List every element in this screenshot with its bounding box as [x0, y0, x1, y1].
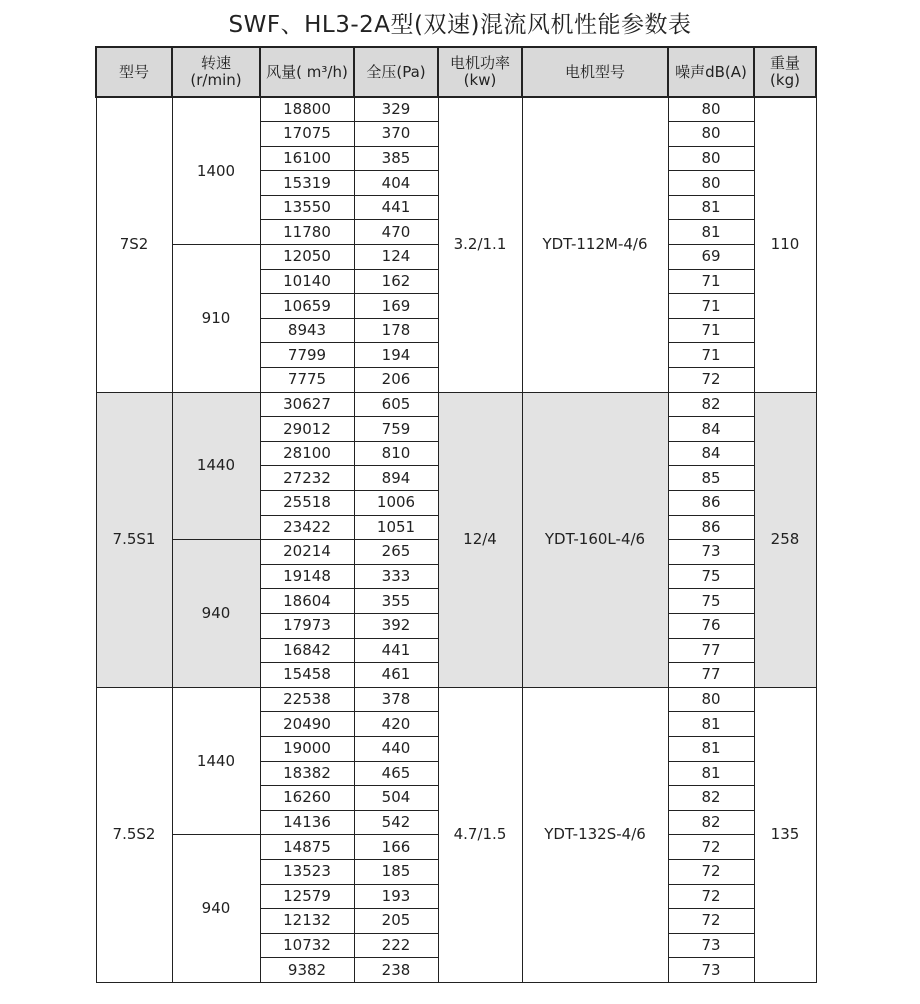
pressure-cell: 265 — [354, 540, 438, 565]
airflow-cell: 23422 — [260, 515, 354, 540]
pressure-cell: 542 — [354, 810, 438, 835]
noise-cell: 82 — [668, 786, 754, 811]
airflow-cell: 20214 — [260, 540, 354, 565]
pressure-cell: 759 — [354, 417, 438, 442]
airflow-cell: 13550 — [260, 195, 354, 220]
speed-cell: 910 — [172, 245, 260, 393]
pressure-cell: 185 — [354, 859, 438, 884]
noise-cell: 75 — [668, 589, 754, 614]
header-motor: 电机型号 — [522, 47, 668, 97]
noise-cell: 80 — [668, 687, 754, 712]
table-row — [96, 392, 816, 417]
airflow-cell: 7775 — [260, 368, 354, 393]
noise-cell: 77 — [668, 663, 754, 688]
pressure-cell: 238 — [354, 958, 438, 983]
airflow-cell: 7799 — [260, 343, 354, 368]
weight-cell: 110 — [754, 97, 816, 392]
pressure-cell: 355 — [354, 589, 438, 614]
pressure-cell: 1051 — [354, 515, 438, 540]
pressure-cell: 470 — [354, 220, 438, 245]
pressure-cell: 162 — [354, 269, 438, 294]
noise-cell: 82 — [668, 392, 754, 417]
noise-cell: 80 — [668, 171, 754, 196]
header-speed: 转速 (r/min) — [172, 47, 260, 97]
noise-cell: 81 — [668, 761, 754, 786]
noise-cell: 77 — [668, 638, 754, 663]
noise-cell: 80 — [668, 146, 754, 171]
noise-cell: 84 — [668, 441, 754, 466]
pressure-cell: 166 — [354, 835, 438, 860]
noise-cell: 86 — [668, 515, 754, 540]
noise-cell: 73 — [668, 933, 754, 958]
airflow-cell: 18604 — [260, 589, 354, 614]
noise-cell: 72 — [668, 909, 754, 934]
airflow-cell: 30627 — [260, 392, 354, 417]
pressure-cell: 205 — [354, 909, 438, 934]
airflow-cell: 13523 — [260, 859, 354, 884]
airflow-cell: 28100 — [260, 441, 354, 466]
airflow-cell: 19148 — [260, 564, 354, 589]
airflow-cell: 16842 — [260, 638, 354, 663]
speed-cell: 1440 — [172, 392, 260, 540]
noise-cell: 81 — [668, 736, 754, 761]
noise-cell: 72 — [668, 835, 754, 860]
airflow-cell: 17075 — [260, 122, 354, 147]
noise-cell: 80 — [668, 122, 754, 147]
power-cell: 4.7/1.5 — [438, 687, 522, 982]
weight-cell: 258 — [754, 392, 816, 687]
model-cell: 7S2 — [96, 97, 172, 392]
noise-cell: 71 — [668, 318, 754, 343]
noise-cell: 72 — [668, 884, 754, 909]
pressure-cell: 193 — [354, 884, 438, 909]
airflow-cell: 9382 — [260, 958, 354, 983]
noise-cell: 81 — [668, 195, 754, 220]
noise-cell: 85 — [668, 466, 754, 491]
page-title: SWF、HL3-2A型(双速)混流风机性能参数表 — [228, 12, 692, 38]
noise-cell: 84 — [668, 417, 754, 442]
header-pressure: 全压(Pa) — [354, 47, 438, 97]
noise-cell: 81 — [668, 712, 754, 737]
noise-cell: 72 — [668, 859, 754, 884]
speed-cell: 940 — [172, 835, 260, 983]
airflow-cell: 17973 — [260, 613, 354, 638]
motor-cell: YDT-132S-4/6 — [522, 687, 668, 982]
noise-cell: 71 — [668, 294, 754, 319]
pressure-cell: 465 — [354, 761, 438, 786]
pressure-cell: 124 — [354, 245, 438, 270]
airflow-cell: 19000 — [260, 736, 354, 761]
noise-cell: 75 — [668, 564, 754, 589]
pressure-cell: 404 — [354, 171, 438, 196]
table-row — [96, 97, 816, 122]
noise-cell: 69 — [668, 245, 754, 270]
weight-cell: 135 — [754, 687, 816, 982]
airflow-cell: 18800 — [260, 97, 354, 122]
pressure-cell: 1006 — [354, 491, 438, 516]
speed-cell: 1400 — [172, 97, 260, 245]
speed-cell: 1440 — [172, 687, 260, 835]
header-power: 电机功率 (kw) — [438, 47, 522, 97]
pressure-cell: 392 — [354, 613, 438, 638]
power-cell: 3.2/1.1 — [438, 97, 522, 392]
airflow-cell: 8943 — [260, 318, 354, 343]
airflow-cell: 16260 — [260, 786, 354, 811]
header-noise: 噪声dB(A) — [668, 47, 754, 97]
pressure-cell: 810 — [354, 441, 438, 466]
pressure-cell: 169 — [354, 294, 438, 319]
speed-cell: 940 — [172, 540, 260, 688]
pressure-cell: 894 — [354, 466, 438, 491]
pressure-cell: 385 — [354, 146, 438, 171]
pressure-cell: 441 — [354, 195, 438, 220]
motor-cell: YDT-160L-4/6 — [522, 392, 668, 687]
pressure-cell: 194 — [354, 343, 438, 368]
airflow-cell: 12132 — [260, 909, 354, 934]
performance-table — [95, 46, 817, 983]
pressure-cell: 378 — [354, 687, 438, 712]
airflow-cell: 18382 — [260, 761, 354, 786]
pressure-cell: 333 — [354, 564, 438, 589]
noise-cell: 71 — [668, 269, 754, 294]
pressure-cell: 605 — [354, 392, 438, 417]
noise-cell: 86 — [668, 491, 754, 516]
pressure-cell: 329 — [354, 97, 438, 122]
pressure-cell: 420 — [354, 712, 438, 737]
noise-cell: 80 — [668, 97, 754, 122]
model-cell: 7.5S1 — [96, 392, 172, 687]
table-body — [96, 97, 816, 982]
airflow-cell: 14875 — [260, 835, 354, 860]
airflow-cell: 14136 — [260, 810, 354, 835]
airflow-cell: 27232 — [260, 466, 354, 491]
pressure-cell: 461 — [354, 663, 438, 688]
noise-cell: 73 — [668, 540, 754, 565]
header-weight: 重量 (kg) — [754, 47, 816, 97]
airflow-cell: 10140 — [260, 269, 354, 294]
airflow-cell: 16100 — [260, 146, 354, 171]
power-cell: 12/4 — [438, 392, 522, 687]
table-row — [96, 687, 816, 712]
header-airflow: 风量( m³/h) — [260, 47, 354, 97]
noise-cell: 72 — [668, 368, 754, 393]
noise-cell: 71 — [668, 343, 754, 368]
model-cell: 7.5S2 — [96, 687, 172, 982]
pressure-cell: 441 — [354, 638, 438, 663]
airflow-cell: 29012 — [260, 417, 354, 442]
pressure-cell: 222 — [354, 933, 438, 958]
pressure-cell: 504 — [354, 786, 438, 811]
pressure-cell: 440 — [354, 736, 438, 761]
airflow-cell: 12050 — [260, 245, 354, 270]
airflow-cell: 15458 — [260, 663, 354, 688]
pressure-cell: 206 — [354, 368, 438, 393]
noise-cell: 81 — [668, 220, 754, 245]
airflow-cell: 12579 — [260, 884, 354, 909]
header-model: 型号 — [96, 47, 172, 97]
noise-cell: 76 — [668, 613, 754, 638]
airflow-cell: 20490 — [260, 712, 354, 737]
airflow-cell: 10659 — [260, 294, 354, 319]
airflow-cell: 10732 — [260, 933, 354, 958]
airflow-cell: 15319 — [260, 171, 354, 196]
noise-cell: 73 — [668, 958, 754, 983]
airflow-cell: 11780 — [260, 220, 354, 245]
pressure-cell: 370 — [354, 122, 438, 147]
noise-cell: 82 — [668, 810, 754, 835]
airflow-cell: 22538 — [260, 687, 354, 712]
airflow-cell: 25518 — [260, 491, 354, 516]
pressure-cell: 178 — [354, 318, 438, 343]
motor-cell: YDT-112M-4/6 — [522, 97, 668, 392]
